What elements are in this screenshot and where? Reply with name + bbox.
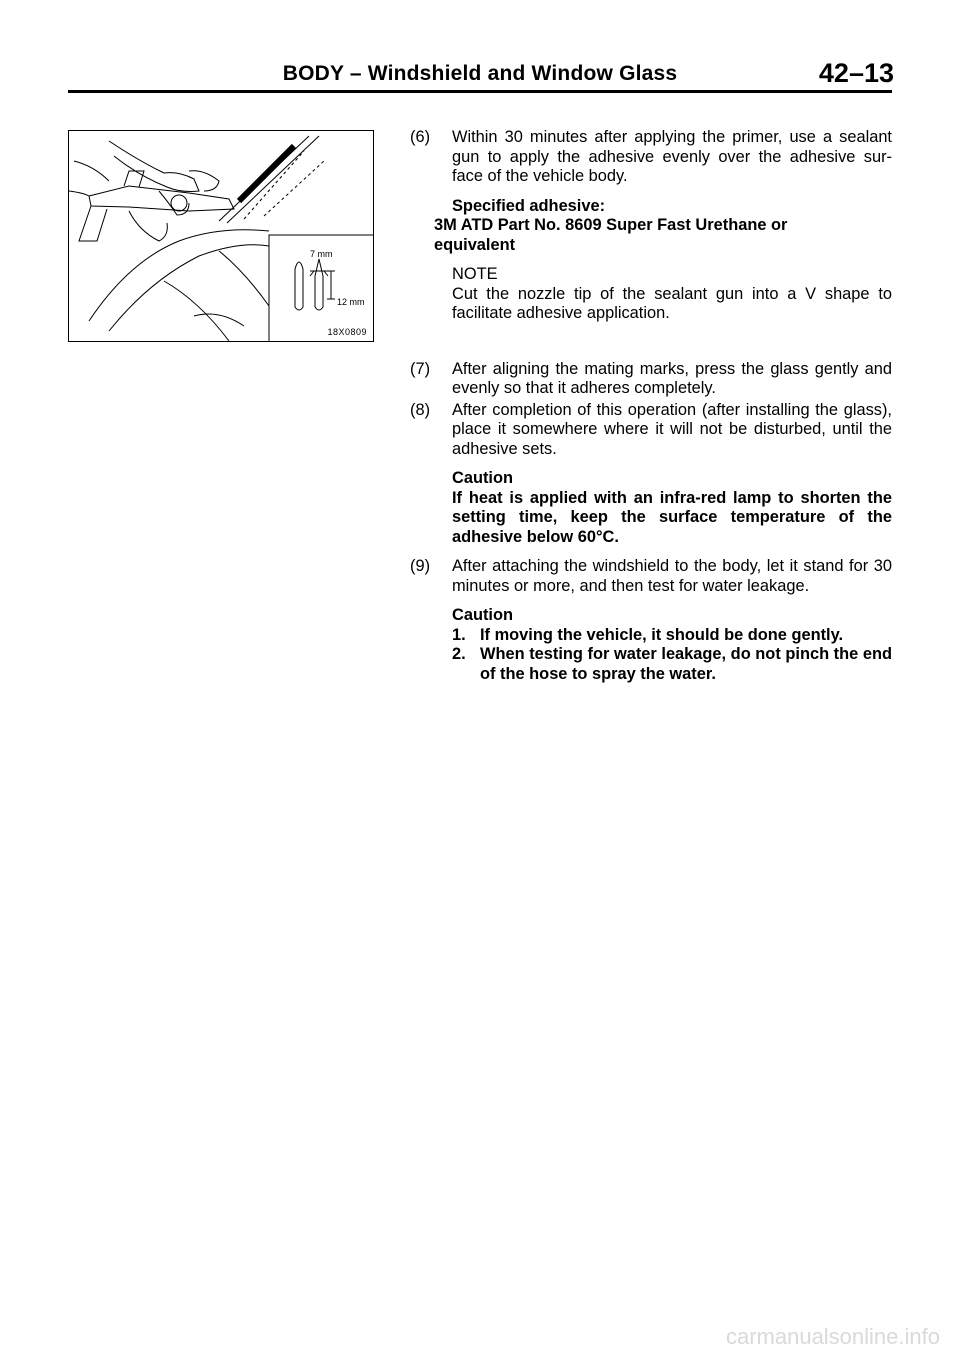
list-text: When testing for water leakage, do not pinch the end of the hose to spray the water. bbox=[480, 645, 892, 683]
step-text: Within 30 minutes after applying the primer, use a sealant gun to apply the adhesive evenly over the adhesive sur- face of the vehicle body. bbox=[452, 128, 892, 185]
list-text: If moving the vehicle, it should be done gently. bbox=[480, 625, 844, 644]
step-text: After attaching the windshield to the body, let it stand for 30 minutes or more, and then test for water leakage. bbox=[452, 557, 892, 595]
step-number: (6) bbox=[410, 128, 431, 146]
step-6 bbox=[410, 128, 892, 187]
spec-line-1: 3M ATD Part No. 8609 Super Fast Urethane or bbox=[434, 216, 788, 234]
step-8 bbox=[410, 401, 892, 460]
caution-list bbox=[452, 626, 892, 685]
page-title: BODY – Windshield and Window Glass bbox=[282, 62, 678, 85]
figure-code: 18X0809 bbox=[327, 327, 367, 337]
step-text: After aligning the mating marks, press the glass gently and evenly so that it adheres completely. bbox=[452, 359, 892, 397]
step-text: After completion of this operation (after installing the glass), place it somewhere where it will not be disturbed, until the adhesive sets. bbox=[452, 400, 892, 458]
caution-heading: Caution bbox=[452, 606, 514, 624]
step-9 bbox=[410, 557, 892, 596]
list-item bbox=[452, 645, 892, 684]
spec-heading: Specified adhesive: bbox=[452, 196, 606, 215]
procedure-text bbox=[410, 128, 892, 684]
spec-line-2: equivalent bbox=[434, 235, 516, 254]
step-7 bbox=[410, 360, 892, 399]
note-heading: NOTE bbox=[452, 265, 498, 283]
list-item bbox=[452, 626, 892, 646]
sealant-gun-illustration bbox=[68, 130, 374, 342]
step-number: (8) bbox=[410, 400, 431, 419]
step-number: (9) bbox=[410, 557, 431, 575]
list-number: 1. bbox=[452, 625, 466, 644]
caution-heading: Caution bbox=[452, 469, 514, 487]
list-number: 2. bbox=[452, 645, 466, 663]
header-rule bbox=[68, 90, 892, 93]
illustration-drawing bbox=[69, 131, 374, 342]
step-number: (7) bbox=[410, 359, 431, 378]
caution-text: If heat is applied with an infra-red lamp to shorten the setting time, keep the surface temperature of the adhesive below 60°C. bbox=[452, 488, 892, 546]
watermark: carmanualsonline.info bbox=[725, 1324, 940, 1349]
dimension-12mm-label: 12 mm bbox=[337, 297, 365, 307]
page-number: 42–13 bbox=[818, 58, 894, 88]
dimension-7mm-label: 7 mm bbox=[310, 249, 333, 259]
note-text: Cut the nozzle tip of the sealant gun into a V shape to facilitate adhesive application. bbox=[452, 284, 892, 322]
